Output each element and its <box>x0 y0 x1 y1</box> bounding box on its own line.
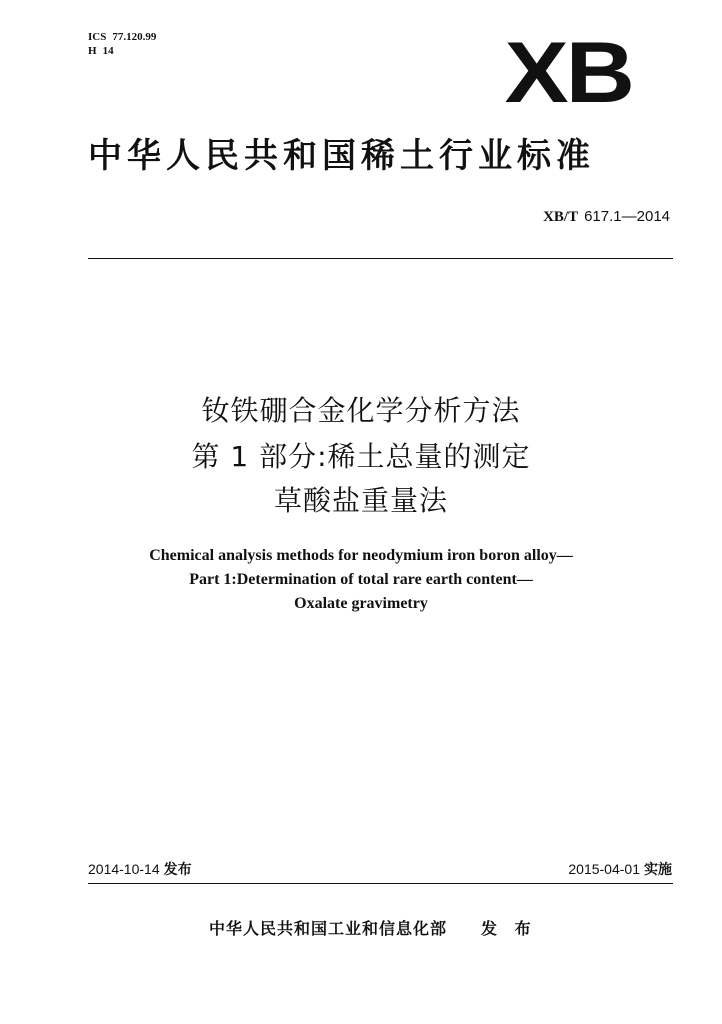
standard-number-prefix: XB/T <box>543 209 579 225</box>
ics-code-row <box>88 30 162 44</box>
cn-title-line-2: 第 1 部分:稀土总量的测定 <box>191 440 531 473</box>
issuer <box>209 918 537 940</box>
issue-date <box>88 860 192 879</box>
bottom-divider <box>88 883 673 884</box>
ics-label: ICS <box>88 31 107 43</box>
cn-title-line-3: 草酸盐重量法 <box>273 484 448 517</box>
ccs-code-row <box>88 44 162 58</box>
standard-number-value: 617.1—2014 <box>584 208 670 225</box>
standard-type-title: 中华人民共和国稀土行业标准 <box>88 136 595 176</box>
implement-date-word: 实施 <box>644 862 672 878</box>
en-title-line-3: Oxalate gravimetry <box>294 595 428 612</box>
classification-codes <box>88 30 162 58</box>
issue-date-word: 发布 <box>163 862 192 878</box>
issuer-action: 发 布 <box>481 919 537 938</box>
top-divider <box>88 258 673 259</box>
implement-date-value: 2015-04-01 <box>568 861 640 877</box>
ics-value: 77.120.99 <box>112 31 157 43</box>
xb-logo: XB <box>504 24 632 121</box>
ccs-label: H <box>88 45 97 57</box>
en-title-line-1: Chemical analysis methods for neodymium iron boron alloy— <box>149 547 573 564</box>
cn-title-line-1: 钕铁硼合金化学分析方法 <box>201 394 521 427</box>
implement-date <box>568 860 672 879</box>
issuer-org: 中华人民共和国工业和信息化部 <box>209 919 448 938</box>
issue-date-value: 2014-10-14 <box>88 861 160 877</box>
standard-number <box>543 207 670 226</box>
en-title-line-2: Part 1:Determination of total rare earth content— <box>189 571 533 588</box>
ccs-value: 14 <box>102 45 114 57</box>
